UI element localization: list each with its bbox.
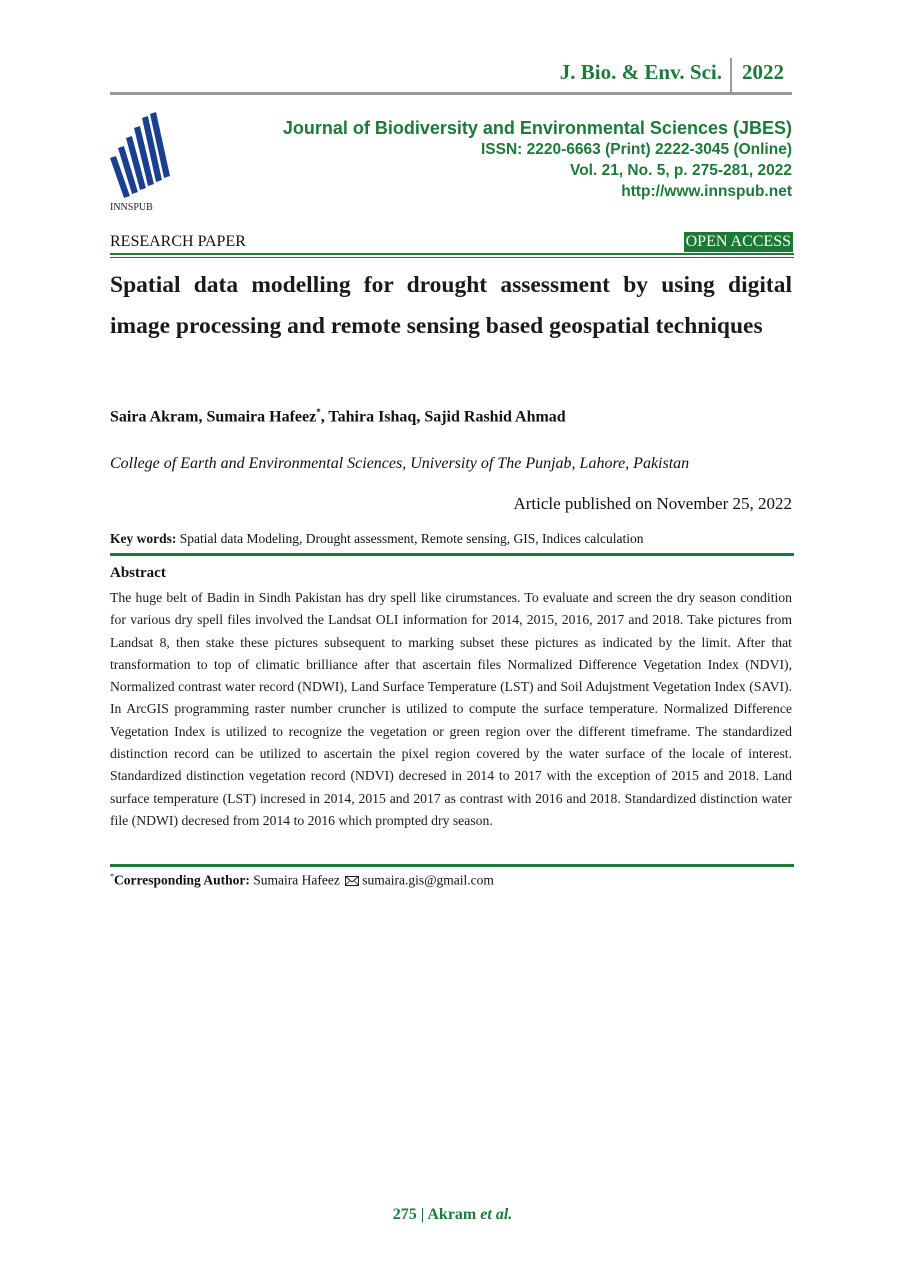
paper-type: RESEARCH PAPER: [110, 233, 246, 250]
keywords-label: Key words:: [110, 531, 177, 546]
running-header-journal: J. Bio. & Env. Sci.: [559, 60, 722, 84]
authors-first: Saira Akram, Sumaira Hafeez: [110, 408, 317, 426]
keywords: [110, 531, 644, 547]
abstract-rule: [110, 864, 794, 867]
journal-issn: ISSN: 2220-6663 (Print) 2222-3045 (Online): [481, 141, 792, 158]
footer-separator: |: [416, 1206, 428, 1223]
page-footer: [0, 1206, 905, 1224]
section-rule: [110, 253, 794, 255]
running-header-year: 2022: [742, 60, 784, 84]
affiliation: College of Earth and Environmental Sciences, University of The Punjab, Lahore, Pakistan: [110, 455, 690, 472]
running-header: [110, 58, 792, 92]
logo-label: INNSPUB: [110, 202, 153, 213]
authors-rest: , Tahira Ishaq, Sajid Rashid Ahmad: [320, 408, 566, 426]
header-rule: [110, 92, 792, 95]
journal-volume: Vol. 21, No. 5, p. 275-281, 2022: [570, 162, 792, 179]
corresponding-mark: *: [316, 407, 321, 417]
journal-name: Journal of Biodiversity and Environmental Sciences (JBES): [282, 118, 792, 138]
section-rule-thin: [110, 257, 794, 258]
footer-author: Akram: [427, 1206, 481, 1223]
journal-url[interactable]: http://www.innspub.net: [621, 183, 792, 200]
paper-title: Spatial data modelling for drought assessment by using digital image processing and remote sensing based geospatial techniques: [110, 272, 792, 339]
keywords-text: Spatial data Modeling, Drought assessment, Remote sensing, GIS, Indices calculation: [176, 531, 644, 546]
page-number: 275: [392, 1206, 417, 1223]
mail-icon: [345, 876, 359, 886]
corresponding-author: [110, 872, 494, 889]
corresponding-author-name: Sumaira Hafeez: [249, 872, 344, 888]
publisher-logo: [108, 112, 176, 217]
innspub-logo-icon: [108, 112, 176, 202]
keywords-rule: [110, 553, 794, 556]
abstract-body: The huge belt of Badin in Sindh Pakistan has dry spell like cirumstances. To evaluate and screen the dry season condition for various dry spell files involved the Landsat OLI information for 2014, 2015, 2016, 2017 and 2018. Take pictures from Landsat 8, then stake these pictures subsequent to marking subset these pictures as indicated by the limit. After that transformation to top of climatic brilliance after that ascertain files Normalized Difference Vegetation Index (NDVI), Normalized contrast water record (NDWI), Land Surface Temperature (LST) and Soil Adujstment Vegetation Index (SAVI). In ArcGIS programming raster number cruncher is utilized to compute the surface temperature. Normalized Difference Vegetation Index is utilized to recognize the vegetation or green region over the different timeframe. The standardized distinction record can be utilized to ascertain the pixel region covered by the water surface of the locale of interest. Standardized distinction vegetation record (NDVI) decresed in 2014 to 2017 with the exception of 2015 and 2018. Land surface temperature (LST) incresed in 2014, 2015 and 2017 as contrast with 2016 and 2018. Standardized distinction water file (NDWI) decresed from 2014 to 2016 which prompted dry season.: [110, 590, 792, 828]
abstract-heading: Abstract: [110, 565, 166, 581]
footer-etal: et al.: [480, 1206, 513, 1223]
corresponding-author-mark: *: [110, 872, 114, 881]
open-access-badge: OPEN ACCESS: [685, 233, 791, 250]
corresponding-author-label: Corresponding Author:: [114, 872, 250, 888]
author-list: [110, 407, 566, 426]
journal-info: [283, 118, 792, 202]
published-date: Article published on November 25, 2022: [513, 494, 792, 513]
corresponding-author-email[interactable]: sumaira.gis@gmail.com: [362, 872, 494, 888]
running-header-divider: [730, 58, 732, 92]
